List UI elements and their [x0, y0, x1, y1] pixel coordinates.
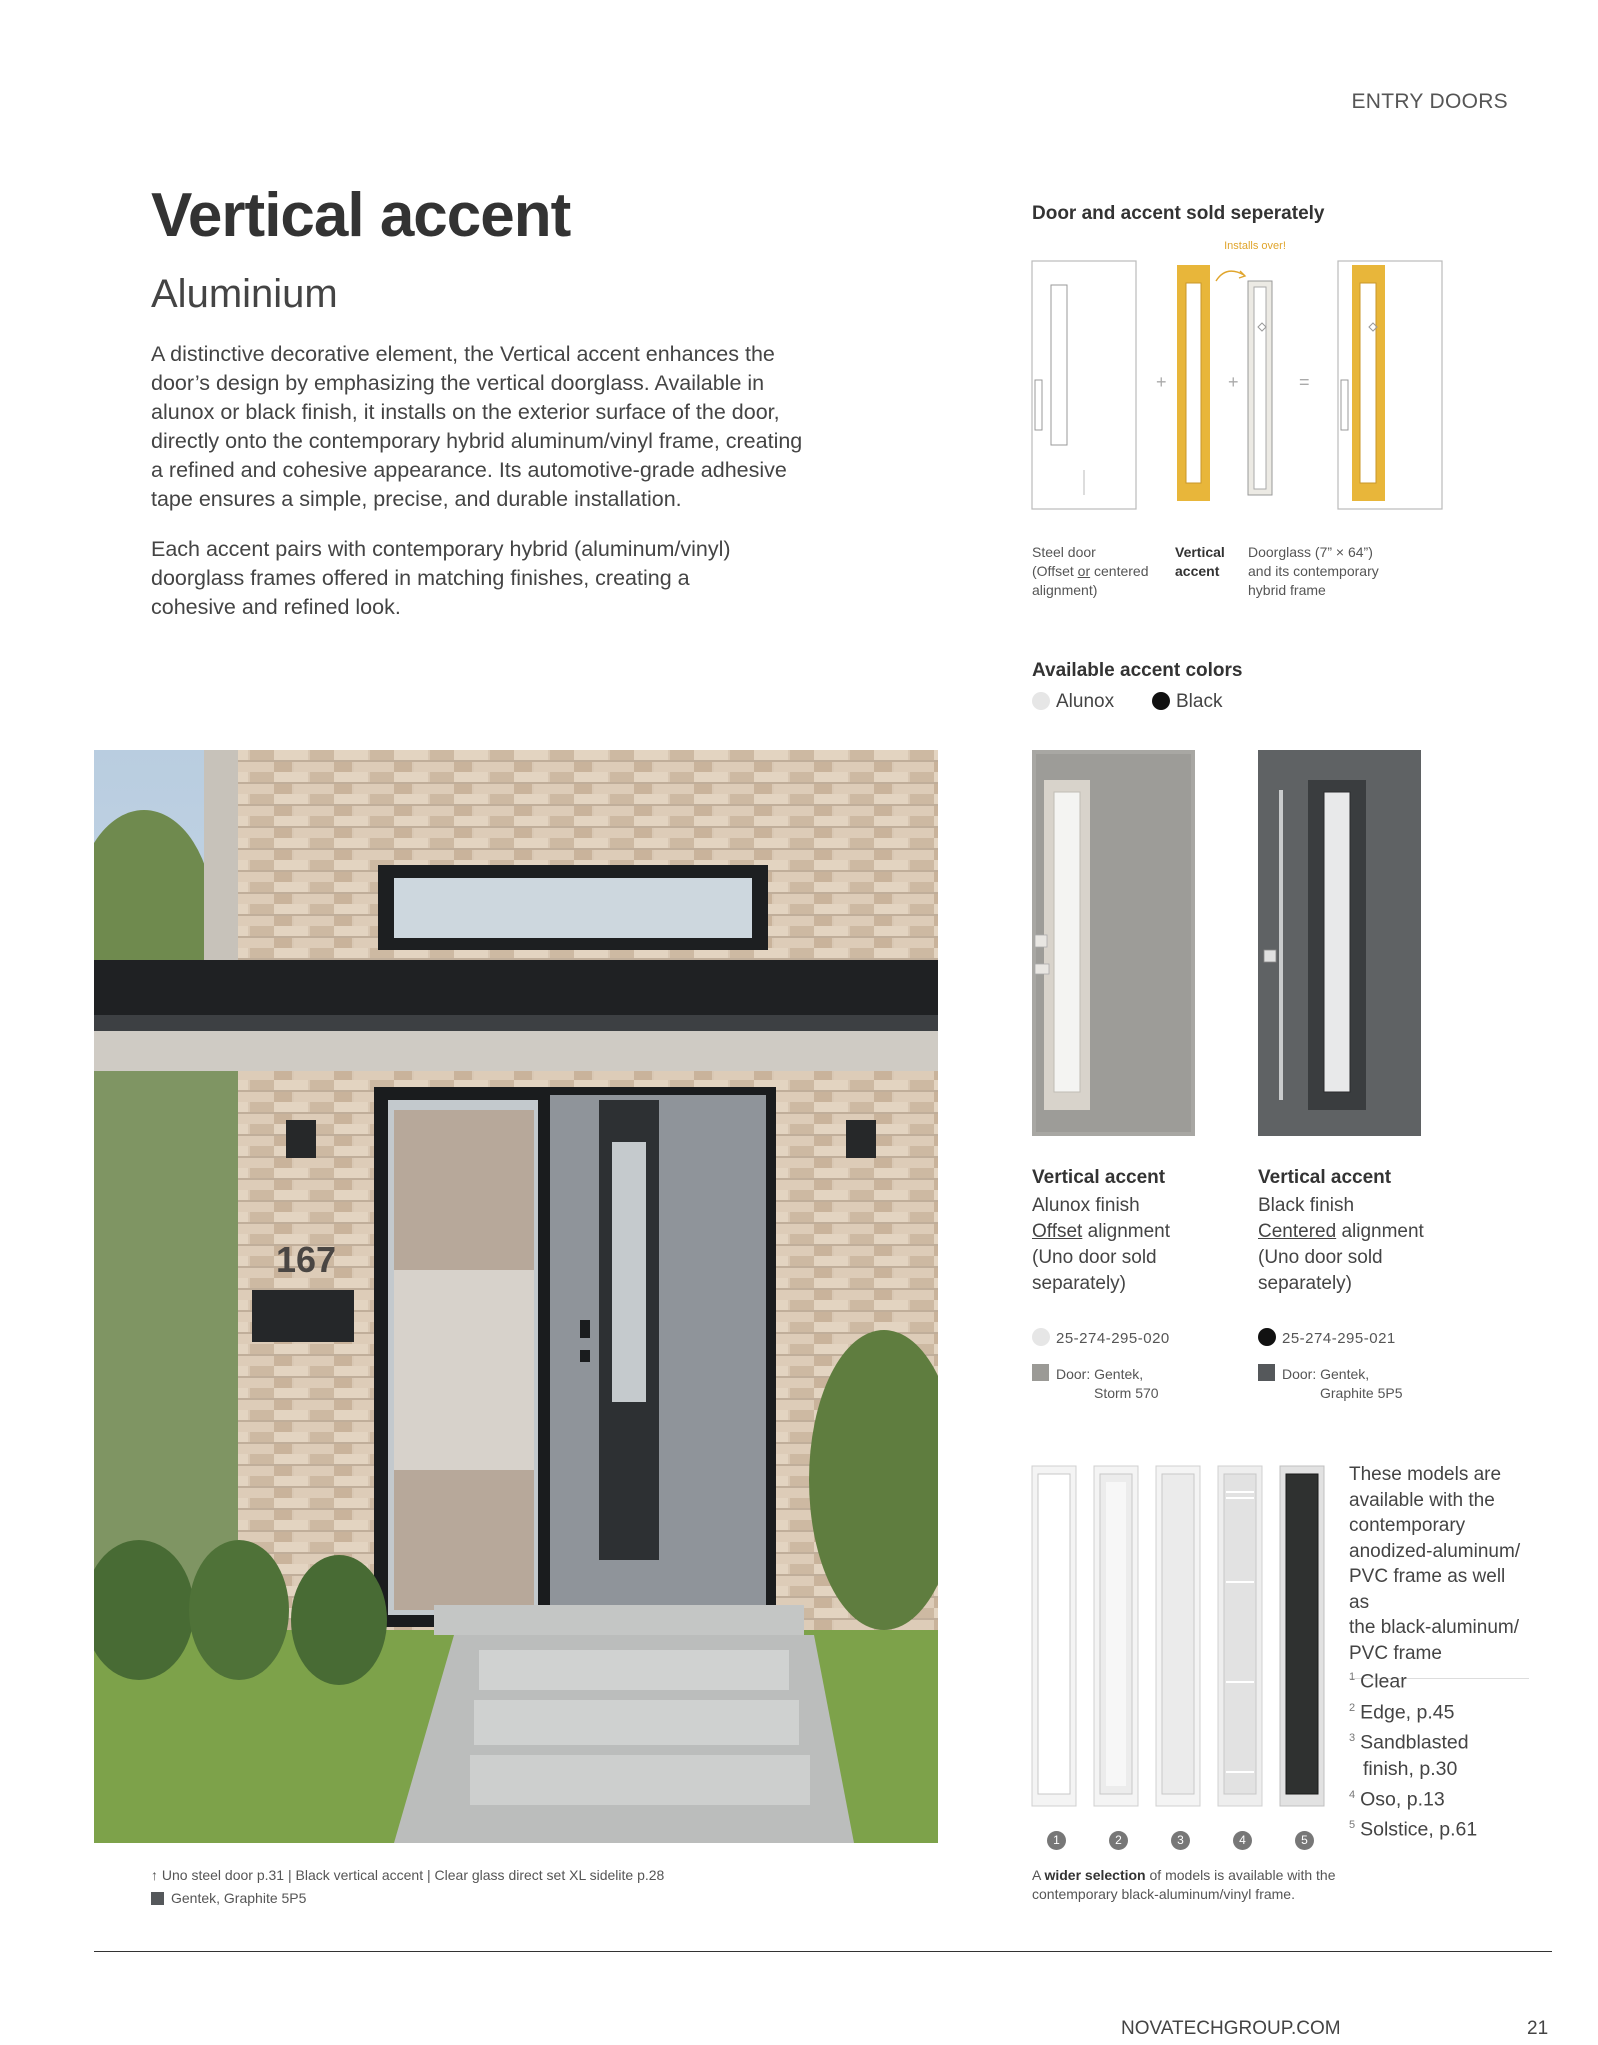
glass-oso — [1218, 1466, 1262, 1806]
alunox-dot — [1032, 692, 1050, 710]
equals-sign: = — [1299, 372, 1310, 392]
page-title: Vertical accent — [151, 181, 571, 250]
variant-black-info: Vertical accent Black finish Centered alignment (Uno door sold separately) — [1258, 1167, 1424, 1294]
section-label: ENTRY DOORS — [1351, 90, 1508, 113]
variant-alunox-info: Vertical accent Alunox finish Offset alignment (Uno door sold separately) — [1032, 1167, 1171, 1294]
glass-number-4: 4 — [1233, 1831, 1252, 1850]
diagram-heading: Door and accent sold seperately — [1032, 203, 1325, 224]
graphite-photo-swatch — [151, 1892, 164, 1905]
page-subtitle: Aluminium — [151, 272, 338, 316]
list-item: $^4$ Oso, p.13 — [1349, 1788, 1445, 1810]
glass-edge — [1094, 1466, 1138, 1806]
intro-paragraph: A distinctive decorative element, the Vertical accent enhances the door’s design by emphasizing the vertical doorglass. Available in alunox or black finish, it installs on the exterior surface of the door, directly onto the contemporary hybrid aluminum/vinyl frame, creating a refined and cohesive appearance. Its automotive-grade adhesive tape ensures a simple, precise, and durable installation. — [151, 342, 803, 511]
alunox-code-dot — [1032, 1328, 1050, 1346]
photo-caption: ↑ Uno steel door p.31 | Black vertical accent | Clear glass direct set XL sidelite p.28 — [151, 1867, 665, 1883]
glass-models-list — [1349, 1664, 1539, 1843]
graphite-swatch — [1258, 1364, 1275, 1381]
footer-website: NOVATECHGROUP.COM — [1121, 2018, 1341, 2039]
glass-footnote: A wider selection of models is available with the contemporary black-aluminum/vinyl frame. — [1032, 1867, 1336, 1902]
plus-sign-1: + — [1156, 372, 1167, 392]
variant-alunox-door-color: Door: Gentek, Storm 570 — [1032, 1364, 1159, 1403]
list-item: $^5$ Solstice, p.61 — [1349, 1818, 1478, 1841]
house-entry-photo — [94, 750, 938, 1843]
storm-swatch — [1032, 1364, 1049, 1381]
alunox-accent-door-image — [1032, 750, 1195, 1136]
glass-solstice — [1280, 1466, 1324, 1806]
steel-door-label: Steel door (Offset or centered alignment) — [1032, 544, 1149, 598]
vertical-accent-label: Vertical accent — [1175, 544, 1225, 579]
glass-models-image — [1028, 1462, 1328, 1822]
black-dot — [1152, 692, 1170, 710]
black-accent-door-image — [1258, 750, 1421, 1136]
plus-sign-2: + — [1228, 372, 1239, 392]
black-code-dot — [1258, 1328, 1276, 1346]
house-number: 167 — [276, 1239, 337, 1280]
variant-black-code: 25-274-295-021 — [1258, 1328, 1396, 1347]
variant-black-door-color: Door: Gentek, Graphite 5P5 — [1258, 1364, 1403, 1403]
glass-number-1: 1 — [1047, 1831, 1066, 1850]
list-item: finish, p.30 — [1363, 1757, 1458, 1780]
photo-color-label: Gentek, Graphite 5P5 — [151, 1889, 306, 1908]
door-accent-diagram — [1030, 235, 1450, 520]
accent-color-black: Black — [1152, 691, 1222, 713]
glass-sandblasted — [1156, 1466, 1200, 1806]
pairing-paragraph: Each accent pairs with contemporary hybrid (aluminum/vinyl) doorglass frames offered in matching finishes, creating a cohesive and refined look. — [151, 537, 731, 619]
doorglass-label: Doorglass (7” × 64”) and its contemporary hybrid frame — [1248, 544, 1379, 598]
list-item: $^1$ Clear — [1349, 1670, 1407, 1693]
glass-number-5: 5 — [1295, 1831, 1314, 1850]
glass-clear — [1032, 1466, 1076, 1806]
installs-over-note: Installs over! — [1224, 240, 1286, 252]
list-item: $^3$ Sandblasted — [1349, 1731, 1469, 1754]
list-item: $^2$ Edge, p.45 — [1349, 1701, 1455, 1723]
page-number: 21 — [1527, 2018, 1549, 2039]
accent-colors-heading: Available accent colors — [1032, 660, 1243, 681]
glass-number-2: 2 — [1109, 1831, 1128, 1850]
variant-alunox-code: 25-274-295-020 — [1032, 1328, 1170, 1347]
accent-color-alunox: Alunox — [1032, 691, 1114, 713]
glass-models-description: These models are available with the contemporary anodized-aluminum/ PVC frame as well as the black-aluminum/ PVC frame — [1349, 1462, 1529, 1679]
footer-divider — [94, 1951, 1552, 1952]
glass-number-3: 3 — [1171, 1831, 1190, 1850]
